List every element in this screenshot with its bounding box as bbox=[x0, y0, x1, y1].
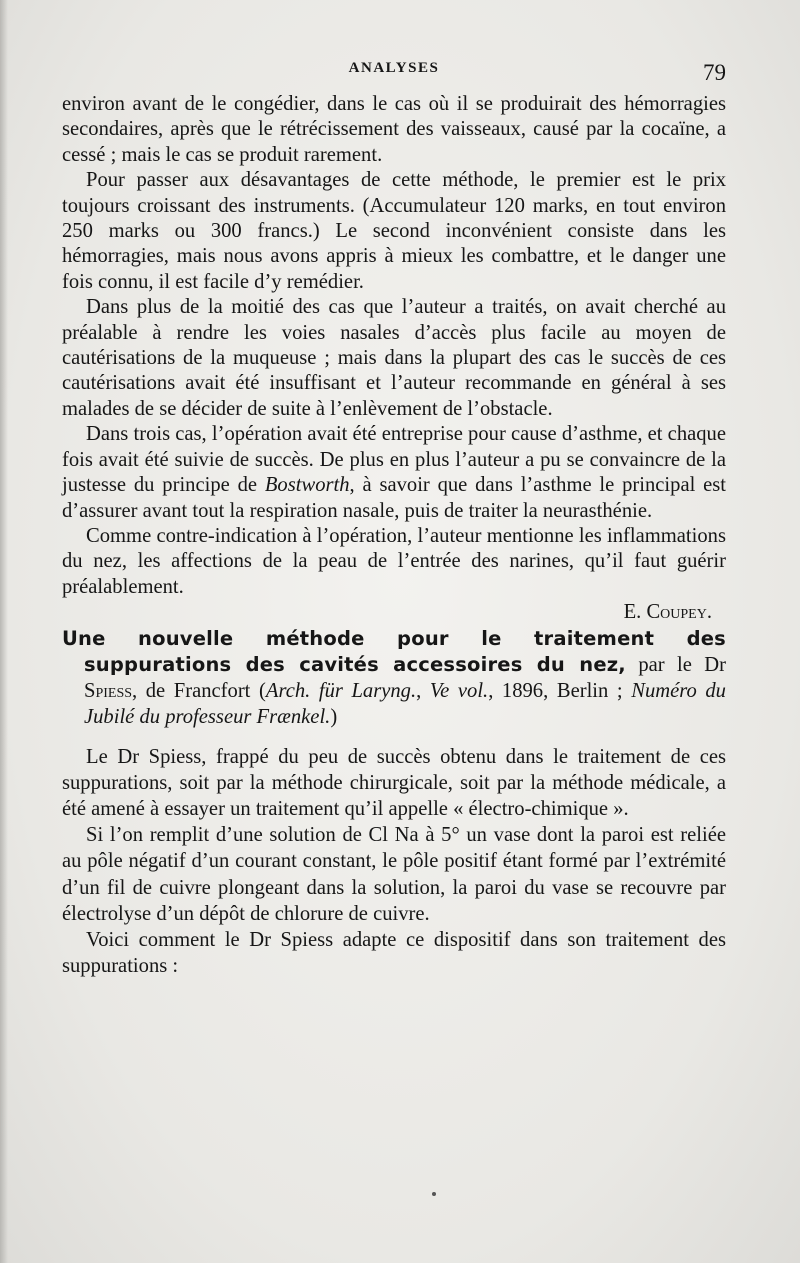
article-author: Spiess bbox=[84, 679, 133, 702]
page-edge-shadow bbox=[0, 0, 8, 1263]
article-heading bbox=[62, 626, 726, 730]
running-title: ANALYSES bbox=[348, 60, 440, 76]
article-body bbox=[62, 744, 726, 980]
page-body bbox=[62, 92, 726, 979]
paragraph-continued: environ avant de le congédier, dans le cas où il se produirait des hémorragies secondaires, après que le rétrécissement des vaisseaux, causé par la cocaïne, a cessé ; mais le cas se produit rarement. bbox=[62, 93, 726, 166]
asthma-text-before: Dans trois cas, l’opération avait été entreprise pour cause d’asthme, et chaque fois avait été suivie de succès. De plus en plus l’auteur a pu se convaincre de la justesse du principe de bbox=[62, 423, 726, 497]
year-city: , 1896, Berlin ; bbox=[488, 679, 632, 702]
author-signature: E. Coupey. bbox=[623, 601, 712, 624]
article-place: , de Francfort ( bbox=[132, 679, 266, 702]
paragraph-spiess-intro: Le Dr Spiess, frappé du peu de succès obtenu dans le traitement de ces suppurations, soit par la méthode chirurgicale, soit par la méthode médicale, a été amené à essayer un traitement qu’il appelle « électro-chimique ». bbox=[62, 745, 726, 820]
paragraph-contraindication: Comme contre-indication à l’opération, l’auteur mentionne les inflammations du nez, les affections de la peau de l’entrée des narines, qu’il faut guérir préalablement. bbox=[62, 524, 726, 598]
running-head bbox=[62, 60, 726, 88]
page-number: 79 bbox=[703, 60, 726, 85]
paragraph-disadvantages: Pour passer aux désavantages de cette méthode, le premier est le prix toujours croissant des instruments. (Accumulateur 120 marks, en tout environ 250 marks ou 300 francs.) Le second inconvénient consiste dans les hémorragies, mais nous avons appris à mieux les combattre, et le danger une fois connu, il est facile d’y remédier. bbox=[62, 169, 726, 293]
doctor-abbrev: Dr bbox=[704, 653, 726, 676]
ink-speck bbox=[432, 1192, 436, 1196]
article-by: par le bbox=[638, 653, 692, 676]
bostworth-name: Bostworth bbox=[264, 474, 350, 497]
paragraph-asthma bbox=[62, 422, 726, 524]
special-issue: Numéro du Jubilé du professeur Frænkel. bbox=[84, 679, 726, 728]
paragraph-cauterization: Dans plus de la moitié des cas que l’auteur a traités, on avait cherché au préalable à rendre les voies nasales d’accès plus facile au moyen de cautérisations de la muqueuse ; mais dans la plupart des cas le succès de ces cautérisations avait été insuffisant et l’auteur recommande en général à ses malades de se décider de suite à l’enlèvement de l’obstacle. bbox=[62, 296, 726, 420]
paragraph-procedure: Voici comment le Dr Spiess adapte ce dispositif dans son traitement des suppurations : bbox=[62, 928, 726, 978]
article-title: Une nouvelle méthode pour le traitement des suppurations des cavités accessoires du nez, bbox=[62, 626, 726, 676]
paragraph-electrolysis: Si l’on remplit d’une solution de Cl Na à 5° un vase dont la paroi est reliée au pôle négatif d’un courant constant, le pôle positif étant formé par l’extrémité d’un fil de cuivre plongeant dans la solution, la paroi du vase se recouvre par électrolyse d’un dépôt de chlorure de cuivre. bbox=[62, 824, 726, 925]
asthma-text-after: , à savoir que dans l’asthme le principal est d’assurer avant tout la respiration nasale, puis de traiter la neurasthénie. bbox=[62, 474, 726, 522]
journal-name: Arch. für Laryng. bbox=[265, 679, 417, 702]
citation-close: ) bbox=[330, 705, 338, 728]
journal-volume: Ve vol. bbox=[429, 679, 489, 702]
citation-separator: , bbox=[416, 679, 430, 702]
